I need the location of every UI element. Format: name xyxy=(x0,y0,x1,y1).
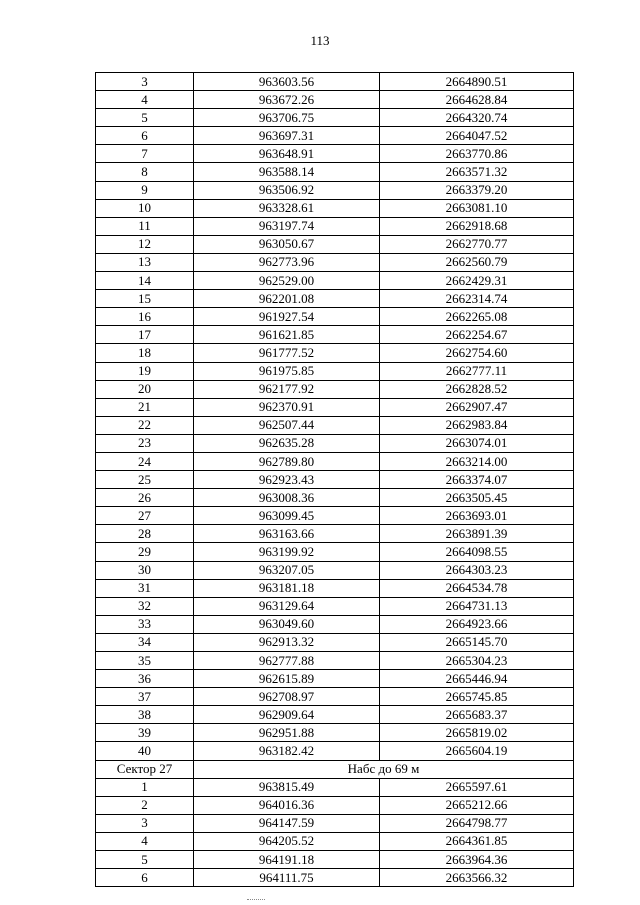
x-coordinate-cell: 962708.97 xyxy=(194,688,380,706)
table-row xyxy=(96,326,574,344)
table-row xyxy=(96,597,574,615)
x-coordinate-cell: 963049.60 xyxy=(194,615,380,633)
point-number-cell: 24 xyxy=(96,452,194,470)
table-row xyxy=(96,579,574,597)
table-row xyxy=(96,688,574,706)
table-row xyxy=(96,525,574,543)
table-row xyxy=(96,253,574,271)
coordinates-table xyxy=(95,72,574,887)
point-number-cell: 9 xyxy=(96,181,194,199)
point-number-cell: 23 xyxy=(96,434,194,452)
table-row xyxy=(96,91,574,109)
point-number-cell: 1 xyxy=(96,778,194,796)
y-coordinate-cell: 2665683.37 xyxy=(380,706,574,724)
x-coordinate-cell: 963815.49 xyxy=(194,778,380,796)
x-coordinate-cell: 962923.43 xyxy=(194,471,380,489)
x-coordinate-cell: 964191.18 xyxy=(194,851,380,869)
y-coordinate-cell: 2663964.36 xyxy=(380,851,574,869)
point-number-cell: 5 xyxy=(96,109,194,127)
x-coordinate-cell: 962201.08 xyxy=(194,290,380,308)
table-row xyxy=(96,398,574,416)
x-coordinate-cell: 961927.54 xyxy=(194,308,380,326)
point-number-cell: 21 xyxy=(96,398,194,416)
y-coordinate-cell: 2665212.66 xyxy=(380,796,574,814)
y-coordinate-cell: 2664798.77 xyxy=(380,814,574,832)
scan-artifact-mark xyxy=(247,899,265,902)
y-coordinate-cell: 2664534.78 xyxy=(380,579,574,597)
point-number-cell: 5 xyxy=(96,851,194,869)
x-coordinate-cell: 962913.32 xyxy=(194,633,380,651)
point-number-cell: 19 xyxy=(96,362,194,380)
x-coordinate-cell: 962951.88 xyxy=(194,724,380,742)
point-number-cell: 29 xyxy=(96,543,194,561)
point-number-cell: 10 xyxy=(96,199,194,217)
table-body-points xyxy=(96,73,574,761)
y-coordinate-cell: 2663571.32 xyxy=(380,163,574,181)
table-row xyxy=(96,489,574,507)
table-row xyxy=(96,561,574,579)
x-coordinate-cell: 962507.44 xyxy=(194,416,380,434)
y-coordinate-cell: 2664098.55 xyxy=(380,543,574,561)
y-coordinate-cell: 2662429.31 xyxy=(380,272,574,290)
table-row xyxy=(96,73,574,91)
point-number-cell: 22 xyxy=(96,416,194,434)
x-coordinate-cell: 962909.64 xyxy=(194,706,380,724)
y-coordinate-cell: 2663770.86 xyxy=(380,145,574,163)
table-row xyxy=(96,362,574,380)
y-coordinate-cell: 2664303.23 xyxy=(380,561,574,579)
x-coordinate-cell: 964111.75 xyxy=(194,869,380,887)
x-coordinate-cell: 964016.36 xyxy=(194,796,380,814)
point-number-cell: 20 xyxy=(96,380,194,398)
x-coordinate-cell: 963008.36 xyxy=(194,489,380,507)
y-coordinate-cell: 2664890.51 xyxy=(380,73,574,91)
point-number-cell: 35 xyxy=(96,652,194,670)
x-coordinate-cell: 963099.45 xyxy=(194,507,380,525)
table-row xyxy=(96,380,574,398)
table-row xyxy=(96,814,574,832)
point-number-cell: 3 xyxy=(96,73,194,91)
table-row xyxy=(96,507,574,525)
point-number-cell: 11 xyxy=(96,217,194,235)
y-coordinate-cell: 2663693.01 xyxy=(380,507,574,525)
point-number-cell: 38 xyxy=(96,706,194,724)
table-row xyxy=(96,181,574,199)
y-coordinate-cell: 2664320.74 xyxy=(380,109,574,127)
x-coordinate-cell: 962635.28 xyxy=(194,434,380,452)
point-number-cell: 13 xyxy=(96,253,194,271)
point-number-cell: 30 xyxy=(96,561,194,579)
y-coordinate-cell: 2662907.47 xyxy=(380,398,574,416)
x-coordinate-cell: 962177.92 xyxy=(194,380,380,398)
y-coordinate-cell: 2665597.61 xyxy=(380,778,574,796)
table-row xyxy=(96,652,574,670)
x-coordinate-cell: 963163.66 xyxy=(194,525,380,543)
point-number-cell: 6 xyxy=(96,127,194,145)
table-row xyxy=(96,199,574,217)
y-coordinate-cell: 2662770.77 xyxy=(380,235,574,253)
table-row xyxy=(96,670,574,688)
point-number-cell: 3 xyxy=(96,814,194,832)
table-body-sector-points xyxy=(96,778,574,887)
x-coordinate-cell: 961777.52 xyxy=(194,344,380,362)
point-number-cell: 27 xyxy=(96,507,194,525)
table-row xyxy=(96,706,574,724)
x-coordinate-cell: 963207.05 xyxy=(194,561,380,579)
x-coordinate-cell: 962615.89 xyxy=(194,670,380,688)
table-row xyxy=(96,452,574,470)
point-number-cell: 31 xyxy=(96,579,194,597)
x-coordinate-cell: 963182.42 xyxy=(194,742,380,760)
point-number-cell: 6 xyxy=(96,869,194,887)
y-coordinate-cell: 2665145.70 xyxy=(380,633,574,651)
table-row xyxy=(96,633,574,651)
table-row xyxy=(96,217,574,235)
x-coordinate-cell: 963199.92 xyxy=(194,543,380,561)
x-coordinate-cell: 963603.56 xyxy=(194,73,380,91)
y-coordinate-cell: 2665819.02 xyxy=(380,724,574,742)
x-coordinate-cell: 962370.91 xyxy=(194,398,380,416)
x-coordinate-cell: 962529.00 xyxy=(194,272,380,290)
point-number-cell: 14 xyxy=(96,272,194,290)
y-coordinate-cell: 2662918.68 xyxy=(380,217,574,235)
sector-header-group xyxy=(96,760,574,778)
point-number-cell: 37 xyxy=(96,688,194,706)
table-row xyxy=(96,869,574,887)
point-number-cell: 28 xyxy=(96,525,194,543)
table-row xyxy=(96,724,574,742)
table-row xyxy=(96,272,574,290)
sector-label: Сектор 27 xyxy=(96,760,194,778)
y-coordinate-cell: 2662265.08 xyxy=(380,308,574,326)
y-coordinate-cell: 2663081.10 xyxy=(380,199,574,217)
x-coordinate-cell: 961975.85 xyxy=(194,362,380,380)
y-coordinate-cell: 2663374.07 xyxy=(380,471,574,489)
y-coordinate-cell: 2663214.00 xyxy=(380,452,574,470)
table-row xyxy=(96,145,574,163)
table-row xyxy=(96,851,574,869)
y-coordinate-cell: 2662314.74 xyxy=(380,290,574,308)
x-coordinate-cell: 963328.61 xyxy=(194,199,380,217)
y-coordinate-cell: 2662777.11 xyxy=(380,362,574,380)
x-coordinate-cell: 962773.96 xyxy=(194,253,380,271)
table-row xyxy=(96,163,574,181)
point-number-cell: 33 xyxy=(96,615,194,633)
point-number-cell: 15 xyxy=(96,290,194,308)
table-row xyxy=(96,778,574,796)
point-number-cell: 8 xyxy=(96,163,194,181)
point-number-cell: 34 xyxy=(96,633,194,651)
y-coordinate-cell: 2663566.32 xyxy=(380,869,574,887)
table-row xyxy=(96,434,574,452)
x-coordinate-cell: 963697.31 xyxy=(194,127,380,145)
x-coordinate-cell: 963506.92 xyxy=(194,181,380,199)
point-number-cell: 36 xyxy=(96,670,194,688)
table-row xyxy=(96,543,574,561)
y-coordinate-cell: 2665745.85 xyxy=(380,688,574,706)
y-coordinate-cell: 2663379.20 xyxy=(380,181,574,199)
point-number-cell: 18 xyxy=(96,344,194,362)
x-coordinate-cell: 963588.14 xyxy=(194,163,380,181)
table-row xyxy=(96,127,574,145)
y-coordinate-cell: 2662754.60 xyxy=(380,344,574,362)
point-number-cell: 7 xyxy=(96,145,194,163)
y-coordinate-cell: 2664923.66 xyxy=(380,615,574,633)
point-number-cell: 17 xyxy=(96,326,194,344)
point-number-cell: 26 xyxy=(96,489,194,507)
y-coordinate-cell: 2664731.13 xyxy=(380,597,574,615)
page-number: 113 xyxy=(310,33,330,48)
x-coordinate-cell: 963648.91 xyxy=(194,145,380,163)
y-coordinate-cell: 2665304.23 xyxy=(380,652,574,670)
y-coordinate-cell: 2663505.45 xyxy=(380,489,574,507)
table-row xyxy=(96,109,574,127)
x-coordinate-cell: 964205.52 xyxy=(194,832,380,850)
table-row xyxy=(96,290,574,308)
y-coordinate-cell: 2664361.85 xyxy=(380,832,574,850)
y-coordinate-cell: 2663891.39 xyxy=(380,525,574,543)
point-number-cell: 32 xyxy=(96,597,194,615)
point-number-cell: 2 xyxy=(96,796,194,814)
x-coordinate-cell: 963129.64 xyxy=(194,597,380,615)
table-row xyxy=(96,344,574,362)
x-coordinate-cell: 963197.74 xyxy=(194,217,380,235)
point-number-cell: 40 xyxy=(96,742,194,760)
y-coordinate-cell: 2662983.84 xyxy=(380,416,574,434)
table-row xyxy=(96,416,574,434)
point-number-cell: 4 xyxy=(96,91,194,109)
x-coordinate-cell: 961621.85 xyxy=(194,326,380,344)
y-coordinate-cell: 2662828.52 xyxy=(380,380,574,398)
table-row xyxy=(96,796,574,814)
y-coordinate-cell: 2662254.67 xyxy=(380,326,574,344)
x-coordinate-cell: 962789.80 xyxy=(194,452,380,470)
point-number-cell: 16 xyxy=(96,308,194,326)
x-coordinate-cell: 964147.59 xyxy=(194,814,380,832)
y-coordinate-cell: 2665446.94 xyxy=(380,670,574,688)
table-row xyxy=(96,615,574,633)
point-number-cell: 25 xyxy=(96,471,194,489)
point-number-cell: 39 xyxy=(96,724,194,742)
sector-header-row xyxy=(96,760,574,778)
x-coordinate-cell: 962777.88 xyxy=(194,652,380,670)
y-coordinate-cell: 2662560.79 xyxy=(380,253,574,271)
x-coordinate-cell: 963181.18 xyxy=(194,579,380,597)
table-row xyxy=(96,832,574,850)
x-coordinate-cell: 963050.67 xyxy=(194,235,380,253)
table-row xyxy=(96,308,574,326)
table-row xyxy=(96,742,574,760)
y-coordinate-cell: 2663074.01 xyxy=(380,434,574,452)
table-row xyxy=(96,235,574,253)
y-coordinate-cell: 2664047.52 xyxy=(380,127,574,145)
table-row xyxy=(96,471,574,489)
point-number-cell: 12 xyxy=(96,235,194,253)
sector-height-note: Набс до 69 м xyxy=(194,760,574,778)
x-coordinate-cell: 963706.75 xyxy=(194,109,380,127)
y-coordinate-cell: 2665604.19 xyxy=(380,742,574,760)
x-coordinate-cell: 963672.26 xyxy=(194,91,380,109)
point-number-cell: 4 xyxy=(96,832,194,850)
y-coordinate-cell: 2664628.84 xyxy=(380,91,574,109)
